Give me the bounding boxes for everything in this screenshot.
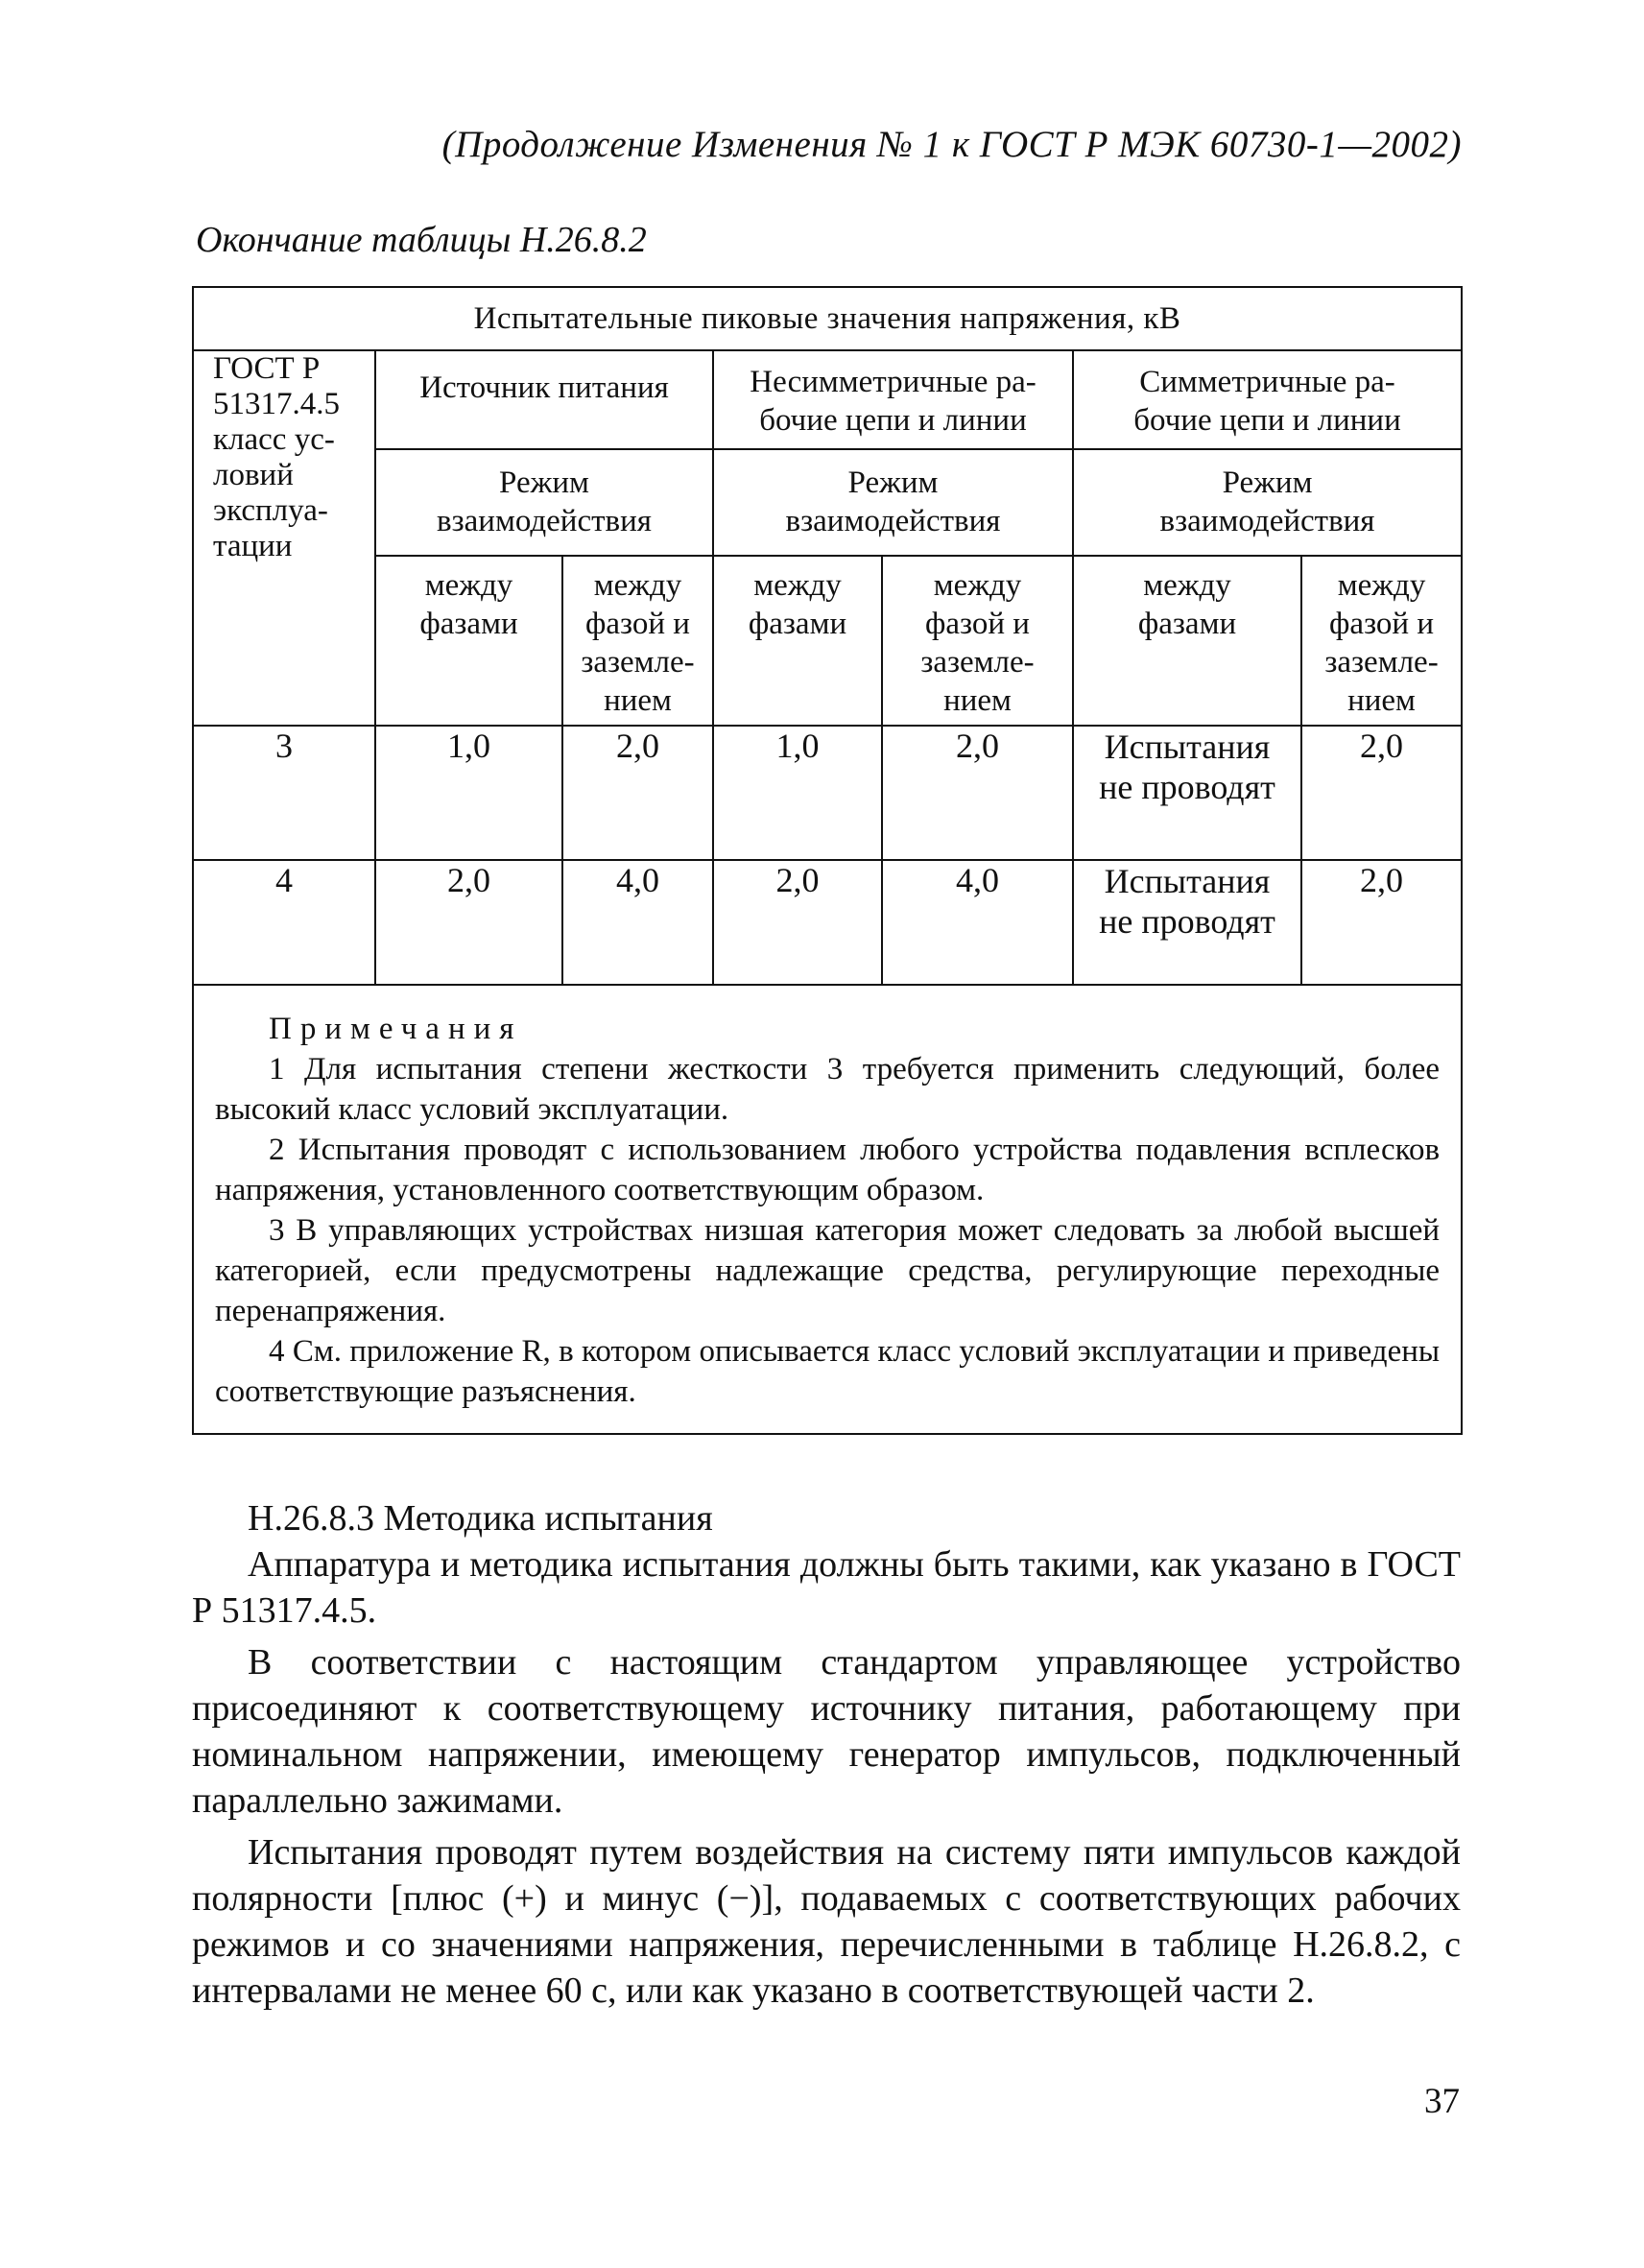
group-header-power: Источник питания [375, 350, 713, 449]
not-tested-cell: Испытания не проводят [1073, 860, 1301, 985]
value-cell: 2,0 [375, 860, 562, 985]
value-cell: 1,0 [713, 726, 882, 860]
subheader-phase-ground: между фазой и заземле- нием [562, 556, 713, 726]
value-cell: 2,0 [1301, 860, 1462, 985]
group-header-symmetric: Симметричные ра- бочие цепи и линии [1073, 350, 1462, 449]
subheader-between-phases: между фазами [1073, 556, 1301, 726]
paragraph: Испытания проводят путем воздействия на систему пяти импульсов каждой полярности [плюс (+) и минус (−)], подаваемых с соответствующих рабочих режимов и со значениями напряжения, перечисленными в таблице Н.26.8.2, с интервалами не менее 60 с, или как указано в соответствующей части 2. [192, 1832, 1461, 2011]
subheader-phase-ground: между фазой и заземле- нием [1301, 556, 1462, 726]
value-cell: 2,0 [882, 726, 1073, 860]
notes-title: Примечания [269, 1012, 523, 1046]
table-row [193, 860, 1462, 985]
mode-header: Режим взаимодействия [375, 449, 713, 556]
value-cell: 4,0 [882, 860, 1073, 985]
note-item: 4 См. приложение R, в котором описывается класс условий эксплуатации и приведены соответствующие разъяснения. [215, 1334, 1441, 1409]
paragraph: Аппаратура и методика испытания должны быть такими, как указано в ГОСТ Р 51317.4.5. [192, 1544, 1461, 1631]
paragraph: В соответствии с настоящим стандартом управляющее устройство присоединяют к соответствующему источнику питания, работающему при номинальном напряжении, имеющему генератор импульсов, подключенный параллельно зажимами. [192, 1642, 1461, 1821]
mode-header: Режим взаимодействия [713, 449, 1073, 556]
value-cell: 1,0 [375, 726, 562, 860]
note-item: 3 В управляющих устройствах низшая категория может следовать за любой высшей категорией, если предусмотрены надлежащие средства, регулирующие переходные перенапряжения. [215, 1213, 1441, 1328]
value-cell: 2,0 [562, 726, 713, 860]
value-cell: 4,0 [562, 860, 713, 985]
table-row [193, 726, 1462, 860]
group-header-asymmetric: Несимметричные ра- бочие цепи и линии [713, 350, 1073, 449]
subheader-between-phases: между фазами [375, 556, 562, 726]
value-cell: 2,0 [713, 860, 882, 985]
running-header: (Продолжение Изменения № 1 к ГОСТ Р МЭК 60730-1—2002) [441, 124, 1462, 165]
class-cell: 3 [193, 726, 375, 860]
voltage-table [192, 286, 1463, 1435]
gost-class-header: ГОСТ Р 51317.4.5 класс ус- ловий эксплуа- тации [193, 350, 375, 726]
not-tested-cell: Испытания не проводят [1073, 726, 1301, 860]
body-text [192, 1495, 1461, 2014]
section-heading: Н.26.8.3 Методика испытания [248, 1498, 713, 1539]
value-cell: 2,0 [1301, 726, 1462, 860]
note-item: 1 Для испытания степени жесткости 3 требуется применить следующий, более высокий класс условий эксплуатации. [215, 1052, 1441, 1127]
table-notes [193, 985, 1462, 1434]
class-cell: 4 [193, 860, 375, 985]
subheader-between-phases: между фазами [713, 556, 882, 726]
note-item: 2 Испытания проводят с использованием любого устройства подавления всплесков напряжения, установленного соответствующим образом. [215, 1133, 1441, 1207]
subheader-phase-ground: между фазой и заземле- нием [882, 556, 1073, 726]
table-caption: Окончание таблицы Н.26.8.2 [196, 220, 647, 260]
page-number: 37 [1424, 2082, 1460, 2121]
mode-header: Режим взаимодействия [1073, 449, 1462, 556]
table-top-title: Испытательные пиковые значения напряжения, кВ [193, 287, 1462, 350]
